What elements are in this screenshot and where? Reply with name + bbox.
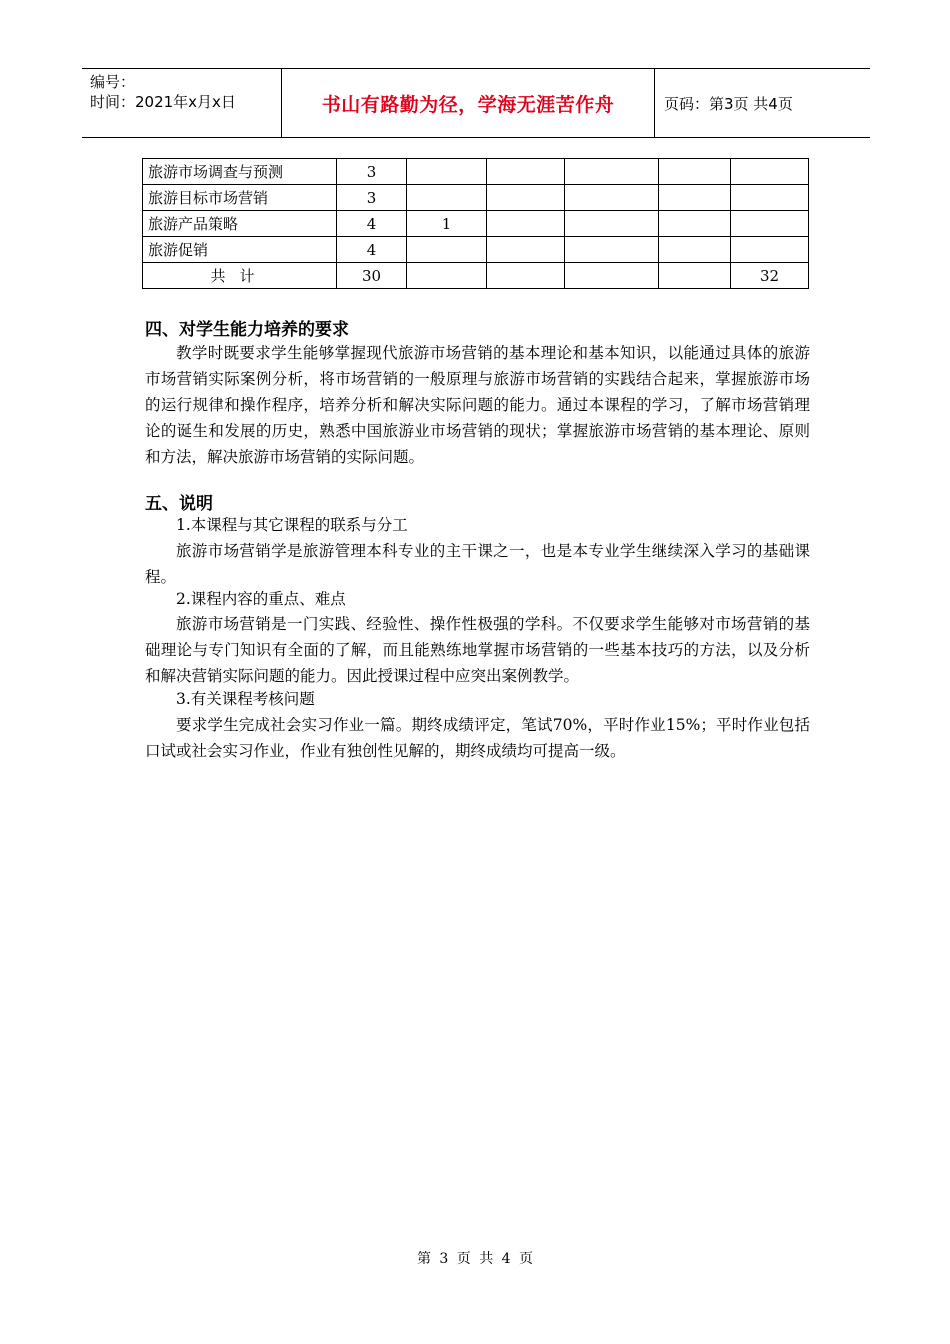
table-cell	[487, 263, 565, 289]
table-cell	[659, 185, 731, 211]
table-cell-total-label: 共计	[143, 263, 337, 289]
section-5-paragraph-1: 旅游市场营销学是旅游管理本科专业的主干课之一，也是本专业学生继续深入学习的基础课程。	[145, 542, 810, 586]
table-cell	[731, 211, 809, 237]
date-label: 时间：2021年x月x日	[90, 93, 236, 111]
serial-label: 编号：	[90, 73, 136, 91]
table-cell: 3	[337, 159, 407, 185]
section-4-title: 四、对学生能力培养的要求	[145, 320, 349, 340]
table-cell	[565, 237, 659, 263]
header-motto: 书山有路勤为径，学海无涯苦作舟	[321, 93, 615, 116]
header-divider	[654, 69, 655, 137]
table-row	[143, 211, 809, 237]
table-cell-topic: 旅游市场调查与预测	[143, 159, 337, 185]
header-meta	[90, 72, 236, 112]
table-row	[143, 159, 809, 185]
table-cell	[659, 159, 731, 185]
table-cell	[565, 211, 659, 237]
table-row	[143, 237, 809, 263]
table-cell: 4	[337, 237, 407, 263]
table-cell	[659, 263, 731, 289]
table-cell	[487, 185, 565, 211]
table-cell	[565, 263, 659, 289]
section-5-paragraph-2: 旅游市场营销是一门实践、经验性、操作性极强的学科。不仅要求学生能够对市场营销的基础理论与专门知识有全面的了解，而且能熟练地掌握市场营销的一些基本技巧的方法，以及分析和解决营销实际问题的能力。因此授课过程中应突出案例教学。	[145, 615, 810, 685]
table-cell	[565, 185, 659, 211]
section-5-title: 五、说明	[145, 494, 213, 514]
table-cell: 3	[337, 185, 407, 211]
table-row	[143, 185, 809, 211]
table-cell: 1	[407, 211, 487, 237]
table-cell	[731, 185, 809, 211]
table-cell	[659, 211, 731, 237]
table-cell-topic: 旅游产品策略	[143, 211, 337, 237]
section-5-item-2: 2.课程内容的重点、难点	[176, 590, 346, 608]
section-5-paragraph-3: 要求学生完成社会实习作业一篇。期终成绩评定，笔试70%，平时作业15%；平时作业包括口试或社会实习作业，作业有独创性见解的，期终成绩均可提高一级。	[145, 716, 810, 760]
section-5-item-1: 1.本课程与其它课程的联系与分工	[176, 516, 408, 534]
table-cell	[487, 159, 565, 185]
table-cell: 32	[731, 263, 809, 289]
table-cell	[731, 159, 809, 185]
table-cell	[487, 237, 565, 263]
table-cell: 30	[337, 263, 407, 289]
table-cell	[659, 237, 731, 263]
table-cell	[487, 211, 565, 237]
table-cell-topic: 旅游目标市场营销	[143, 185, 337, 211]
table-cell	[565, 159, 659, 185]
table-cell	[407, 185, 487, 211]
page-footer: 第 3 页 共 4 页	[416, 1251, 534, 1267]
table-cell	[407, 159, 487, 185]
table-cell: 4	[337, 211, 407, 237]
table-cell	[731, 237, 809, 263]
table-cell-topic: 旅游促销	[143, 237, 337, 263]
section-4-paragraph: 教学时既要求学生能够掌握现代旅游市场营销的基本理论和基本知识，以能通过具体的旅游市场营销实际案例分析，将市场营销的一般原理与旅游市场营销的实践结合起来，掌握旅游市场的运行规律和操作程序，培养分析和解决实际问题的能力。通过本课程的学习，了解市场营销理论的诞生和发展的历史，熟悉中国旅游业市场营销的现状；掌握旅游市场营销的基本理论、原则和方法，解决旅游市场营销的实际问题。	[145, 344, 810, 466]
header-page-label: 页码：第3页 共4页	[664, 95, 793, 113]
section-5-item-3: 3.有关课程考核问题	[176, 690, 315, 708]
course-hours-table	[142, 158, 809, 289]
page-header	[82, 68, 870, 138]
table-cell	[407, 237, 487, 263]
table-cell	[407, 263, 487, 289]
table-total-row	[143, 263, 809, 289]
